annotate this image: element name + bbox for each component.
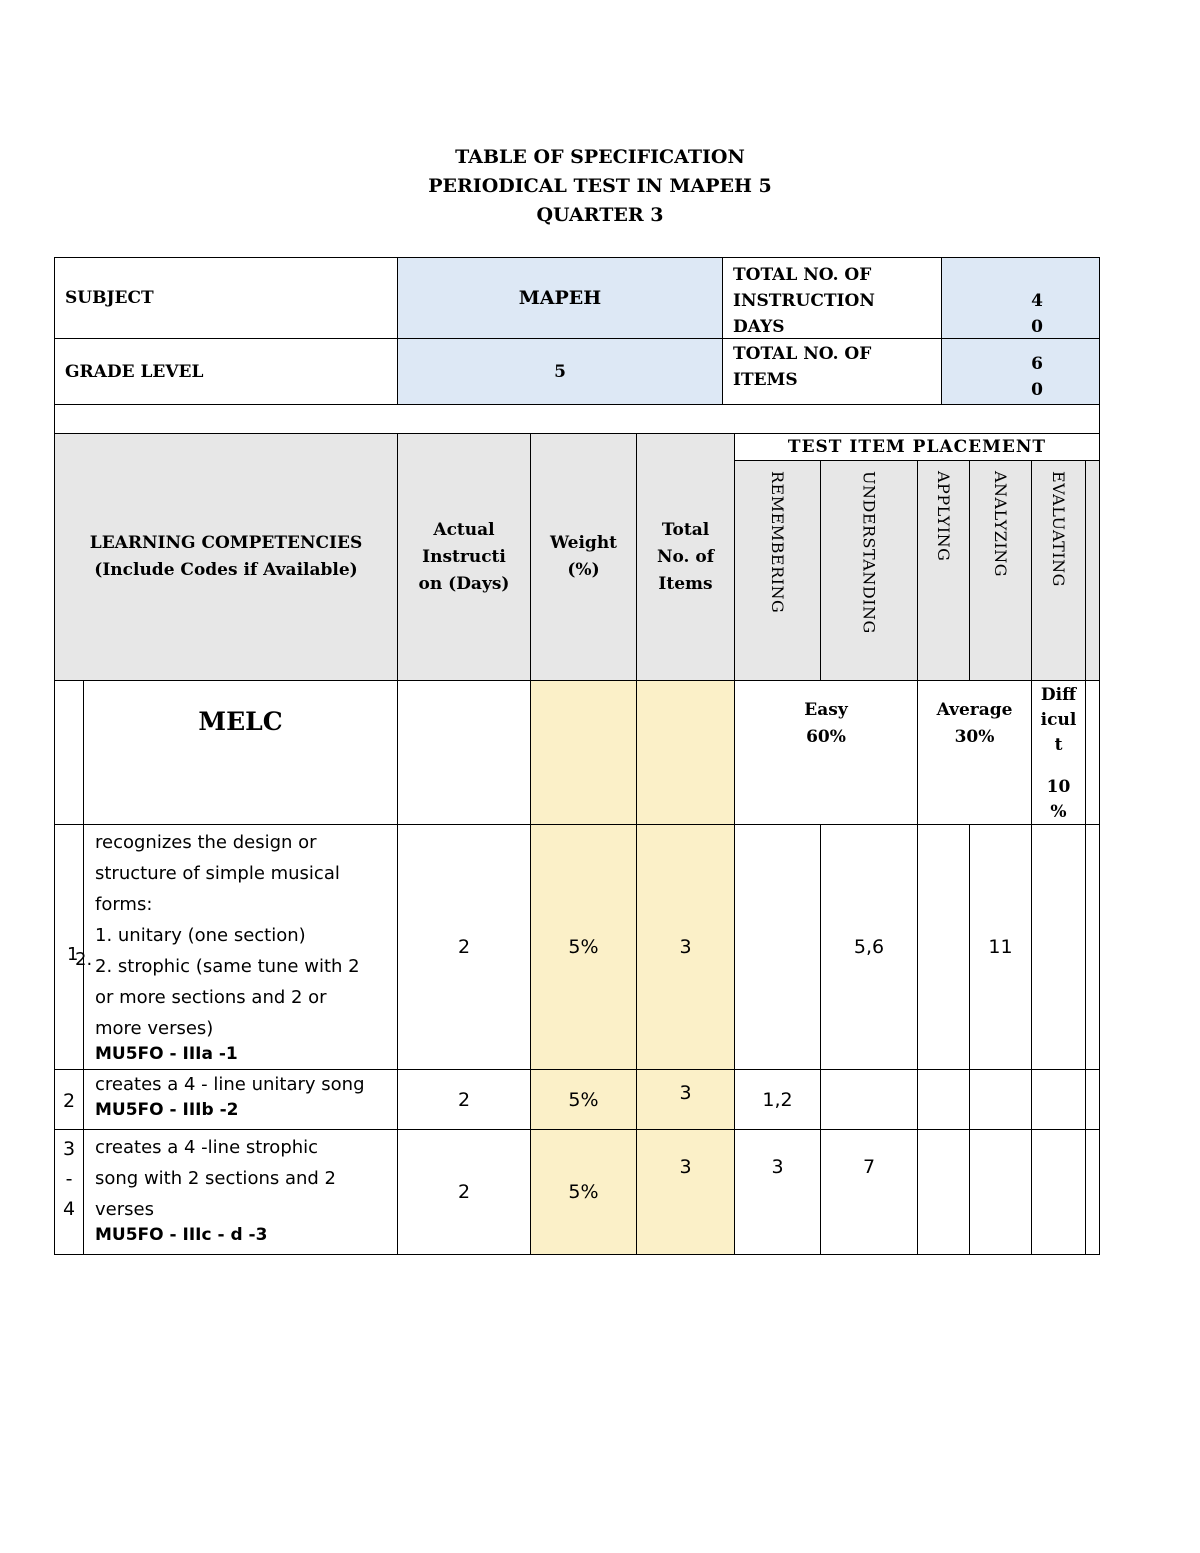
competency-cell (83, 1129, 398, 1255)
difficult-line: t (1054, 735, 1063, 755)
weight-value: 5% (568, 936, 599, 958)
total-header-line: No. of (656, 546, 715, 567)
evaluating-cell (1031, 824, 1086, 1070)
competency-text: song with 2 sections and 2 (95, 1168, 336, 1189)
competency-text: more verses) (95, 1018, 214, 1039)
remembering-value: 1,2 (762, 1088, 793, 1111)
remembering-cell (734, 1069, 821, 1130)
items-value: 3 (679, 1082, 692, 1104)
items-value: 3 (679, 1156, 692, 1178)
title-line-3: QUARTER 3 (536, 204, 664, 226)
items-value: 3 (679, 936, 692, 958)
understanding-cell (820, 1069, 918, 1130)
days-label-cell (722, 257, 942, 339)
placement-header-text: TEST ITEM PLACEMENT (787, 437, 1047, 457)
difficult-line: icul (1040, 710, 1077, 730)
days-label-line: DAYS (733, 317, 785, 337)
items-cell (636, 1129, 735, 1255)
analyzing-cell (969, 824, 1032, 1070)
average-line: 30% (954, 727, 995, 747)
items-label-line: TOTAL NO. OF (733, 344, 872, 364)
level-label: APPLYING (934, 471, 953, 562)
row-number-overlap: 2. (75, 949, 93, 970)
competency-cell (83, 824, 398, 1070)
competency-text: structure of simple musical (95, 863, 340, 884)
melc-extra-cell (1085, 680, 1100, 825)
days-label-line: TOTAL NO. OF (733, 265, 872, 285)
items-value-line: 0 (1031, 380, 1043, 400)
understanding-cell (820, 1129, 918, 1255)
level-label: EVALUATING (1049, 471, 1068, 587)
weight-value: 5% (568, 1088, 599, 1111)
extra-cell (1085, 1069, 1100, 1130)
analyzing-cell (969, 1069, 1032, 1130)
competency-text: creates a 4 - line unitary song (95, 1074, 365, 1095)
level-label: REMEMBERING (768, 471, 787, 614)
difficult-line: 10 (1046, 777, 1071, 797)
level-analyzing (969, 460, 1032, 681)
melc-total-cell (636, 680, 735, 825)
competency-text: verses (95, 1199, 154, 1220)
spacer-row (54, 404, 1100, 434)
grade-value: 5 (554, 361, 566, 382)
analyzing-value: 11 (988, 936, 1013, 958)
row-number-line: 1 (67, 944, 79, 965)
items-value-cell (941, 338, 1100, 405)
competency-code: MU5FO - IIIb -2 (95, 1100, 239, 1120)
days-value: 2 (457, 936, 471, 958)
level-evaluating (1031, 460, 1086, 681)
remembering-value: 3 (771, 1156, 784, 1178)
applying-cell (917, 824, 970, 1070)
row-number-line: 4 (62, 1198, 76, 1220)
actual-header-line: on (Days) (418, 573, 510, 594)
row-number (54, 824, 84, 1070)
items-label-line: ITEMS (733, 370, 798, 390)
row-number-line: 2 (62, 1090, 76, 1112)
weight-value: 5% (568, 1181, 599, 1203)
days-value-line: 4 (1031, 291, 1043, 311)
average-line: Average (936, 700, 1013, 720)
weight-cell (530, 1069, 637, 1130)
easy-line: Easy (804, 700, 848, 720)
actual-header (397, 433, 531, 681)
actual-header-line: Actual (433, 519, 495, 540)
subject-value-cell (397, 257, 723, 339)
grade-label-cell (54, 338, 398, 405)
easy-cell (734, 680, 918, 825)
difficult-line: % (1050, 802, 1067, 822)
competencies-header (54, 433, 398, 681)
subject-label-cell (54, 257, 398, 339)
days-cell (397, 824, 531, 1070)
placement-header (734, 433, 1100, 461)
applying-cell (917, 1069, 970, 1130)
level-extra (1085, 460, 1100, 681)
row-number (54, 1129, 84, 1255)
level-label: UNDERSTANDING (859, 471, 879, 634)
title-line-2: PERIODICAL TEST IN MAPEH 5 (428, 175, 772, 197)
evaluating-cell (1031, 1069, 1086, 1130)
analyzing-cell (969, 1129, 1032, 1255)
average-cell (917, 680, 1032, 825)
difficult-line: Diff (1040, 685, 1077, 705)
competency-text: forms: (95, 894, 153, 915)
understanding-value: 7 (862, 1156, 876, 1178)
items-value-line: 6 (1031, 354, 1043, 374)
competency-code: MU5FO - IIIa -1 (95, 1044, 238, 1064)
days-cell (397, 1069, 531, 1130)
subject-label: SUBJECT (65, 288, 154, 308)
remembering-cell (734, 824, 821, 1070)
competency-text: creates a 4 -line strophic (95, 1137, 319, 1158)
row-number-line: - (65, 1168, 73, 1190)
grade-value-cell (397, 338, 723, 405)
evaluating-cell (1031, 1129, 1086, 1255)
actual-header-line: Instructi (422, 546, 506, 567)
days-value-cell (941, 257, 1100, 339)
total-header-line: Items (658, 573, 713, 594)
difficult-line (1032, 758, 1085, 775)
melc-label: MELC (198, 707, 283, 736)
total-header (636, 433, 735, 681)
items-cell (636, 824, 735, 1070)
easy-line: 60% (806, 727, 846, 747)
melc-num-cell (54, 680, 84, 825)
level-remembering (734, 460, 821, 681)
row-number-line: 3 (62, 1138, 76, 1160)
days-value: 2 (457, 1088, 471, 1111)
understanding-value: 5,6 (853, 936, 885, 958)
extra-cell (1085, 824, 1100, 1070)
difficult-cell (1031, 680, 1086, 825)
competency-code: MU5FO - IIIc - d -3 (95, 1225, 268, 1245)
weight-header (530, 433, 637, 681)
title-line-1: TABLE OF SPECIFICATION (455, 146, 745, 168)
remembering-cell (734, 1129, 821, 1255)
row-number (54, 1069, 84, 1130)
competencies-header-line: (Include Codes if Available) (94, 560, 358, 580)
days-value: 2 (457, 1181, 471, 1203)
melc-cell (83, 680, 398, 825)
competencies-header-line: LEARNING COMPETENCIES (89, 533, 363, 553)
applying-cell (917, 1129, 970, 1255)
total-header-line: Total (661, 519, 710, 540)
competency-text: 1. unitary (one section) (95, 925, 306, 946)
grade-label: GRADE LEVEL (65, 361, 204, 382)
competency-text: or more sections and 2 or (95, 987, 327, 1008)
competency-cell (83, 1069, 398, 1130)
days-value-line: 0 (1031, 317, 1043, 337)
days-label-line: INSTRUCTION (733, 291, 875, 311)
weight-header-line: Weight (549, 533, 618, 553)
competency-text: recognizes the design or (95, 832, 317, 853)
items-label-cell (722, 338, 942, 405)
competency-text: 2. strophic (same tune with 2 (95, 956, 360, 977)
level-applying (917, 460, 970, 681)
days-cell (397, 1129, 531, 1255)
melc-weight-cell (530, 680, 637, 825)
weight-cell (530, 824, 637, 1070)
melc-days-cell (397, 680, 531, 825)
level-understanding (820, 460, 918, 681)
weight-header-line: (%) (567, 560, 600, 580)
understanding-cell (820, 824, 918, 1070)
level-label: ANALYZING (991, 471, 1010, 577)
extra-cell (1085, 1129, 1100, 1255)
weight-cell (530, 1129, 637, 1255)
items-cell (636, 1069, 735, 1130)
subject-value: MAPEH (518, 287, 602, 309)
